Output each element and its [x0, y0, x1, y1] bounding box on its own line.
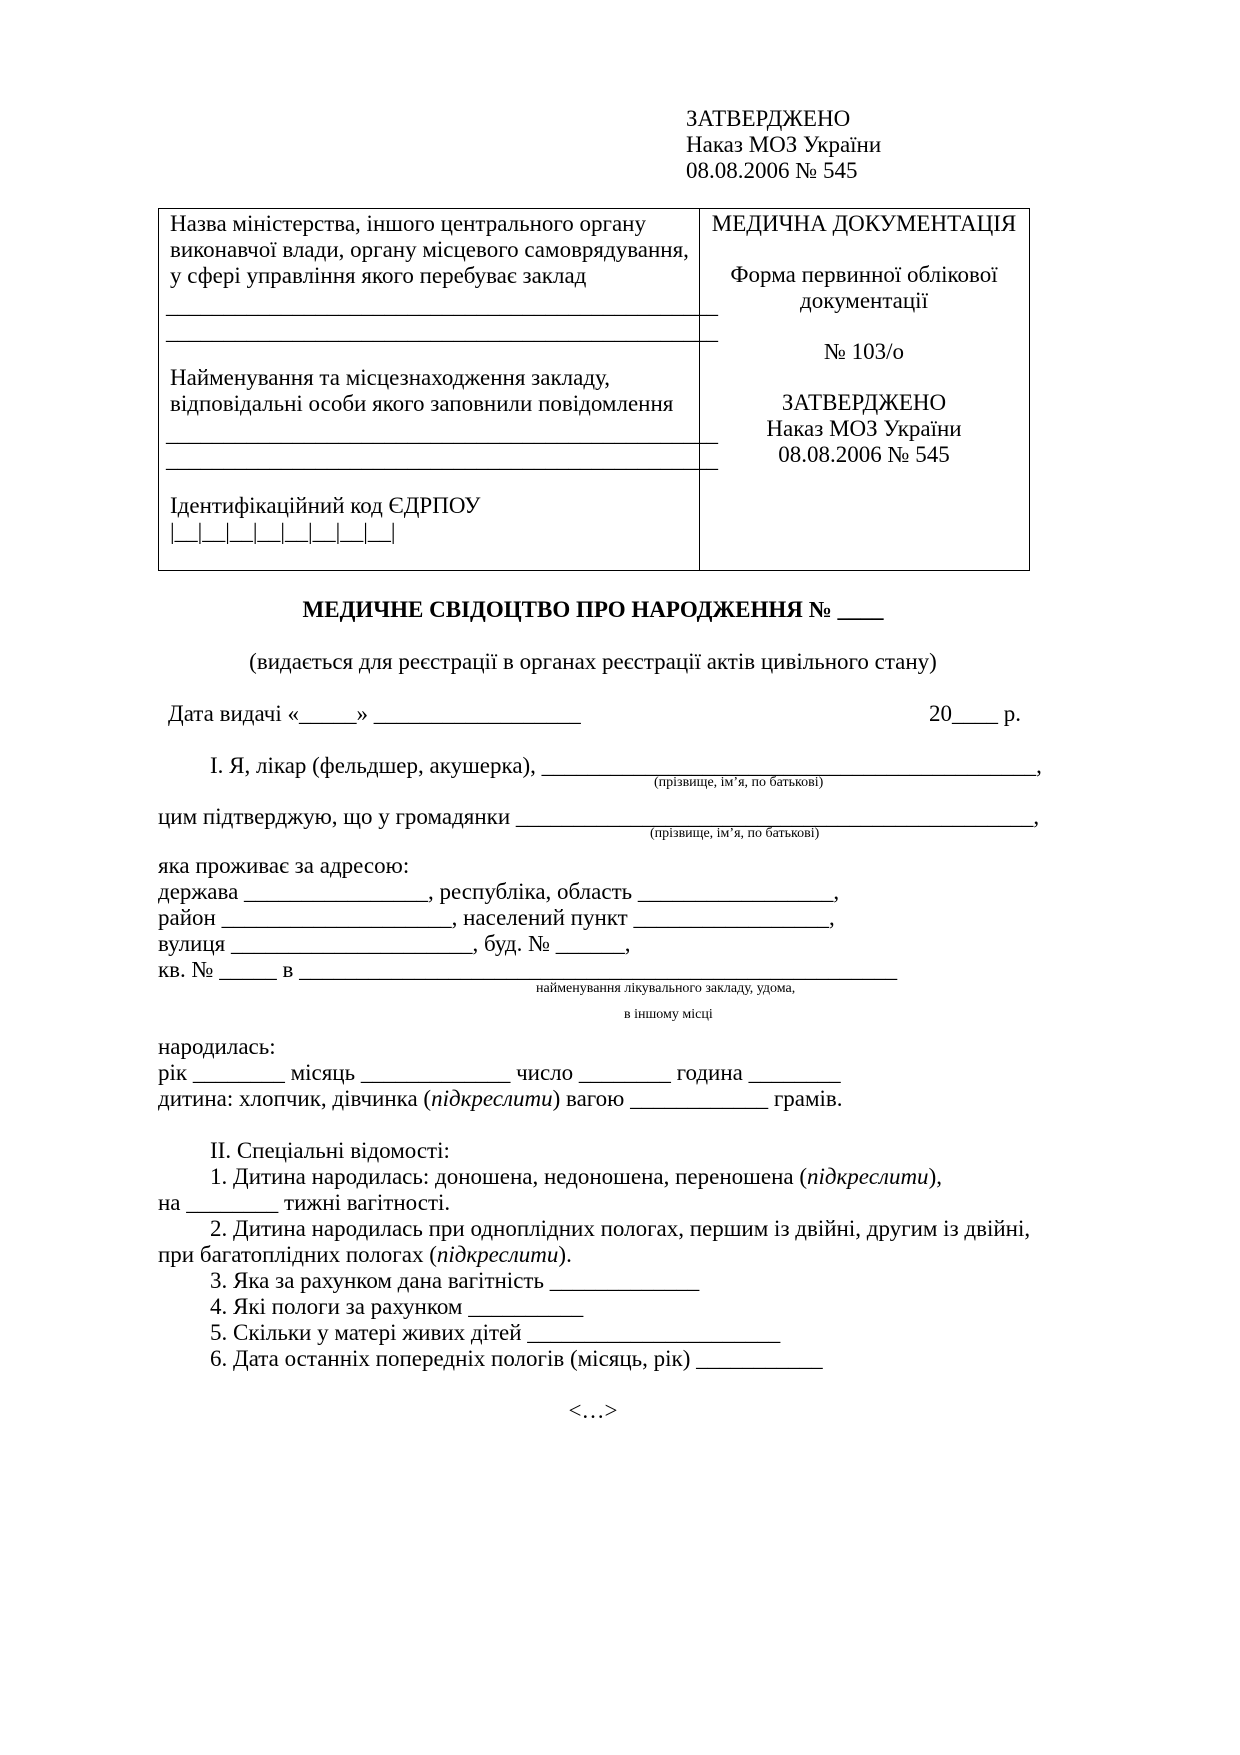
ministry-label-line3: у сфері управління якого перебуває заклад — [170, 263, 587, 288]
ellipsis-marker: <…> — [568, 1398, 618, 1423]
item1-week-field[interactable]: на ________ тижні вагітності. — [158, 1190, 451, 1215]
approval-top-line3: 08.08.2006 № 545 — [686, 158, 858, 183]
edrpou-label: Ідентифікаційний код ЄДРПОУ — [170, 493, 481, 518]
ministry-label-line1: Назва міністерства, іншого центрального органу — [170, 211, 646, 236]
approval-top-line1: ЗАТВЕРДЖЕНО — [686, 106, 851, 131]
item1-term-options[interactable] — [210, 1163, 942, 1191]
institution-label-line2: відповідальні особи якого заповнили повідомлення — [170, 391, 674, 416]
address-label: яка проживає за адресою: — [158, 853, 410, 878]
issue-date-field[interactable]: Дата видачі «_____» __________________ — [168, 701, 581, 726]
address-state-field[interactable]: держава ________________, республіка, область _________________, — [158, 879, 840, 904]
institution-blank-line-2[interactable]: ________________________________________________ — [166, 447, 718, 472]
born-label: народилась: — [158, 1034, 276, 1059]
approved-date: 08.08.2006 № 545 — [778, 442, 950, 467]
document-title: МЕДИЧНЕ СВІДОЦТВО ПРО НАРОДЖЕННЯ № ____ — [302, 597, 884, 622]
place-hint-line2: в іншому місці — [624, 1007, 713, 1022]
item4-delivery-number-field[interactable]: 4. Які пологи за рахунком __________ — [210, 1294, 584, 1319]
approval-top-line2: Наказ МОЗ України — [686, 132, 882, 157]
document-subtitle: (видається для реєстрації в органах реєстрації актів цивільного стану) — [249, 649, 937, 674]
address-district-field[interactable]: район ____________________, населений пункт _________________, — [158, 905, 835, 930]
address-street-field[interactable]: вулиця _____________________, буд. № ______, — [158, 931, 631, 956]
item1-text-end: ), — [928, 1164, 942, 1189]
approved-label: ЗАТВЕРДЖЕНО — [781, 390, 947, 415]
child-underline-instruction: підкреслити — [431, 1086, 553, 1111]
item2-birth-order-options[interactable]: 2. Дитина народилась при одноплідних пологах, першим із двійні, другим із двійні, — [210, 1216, 1031, 1241]
item2-text-end: ). — [558, 1242, 572, 1267]
medical-documentation-title: МЕДИЧНА ДОКУМЕНТАЦІЯ — [711, 211, 1017, 236]
child-sex-weight-line[interactable] — [158, 1085, 843, 1113]
citizen-name-hint: (прізвище, ім’я, по батькові) — [650, 826, 820, 841]
special-info-heading: ІІ. Спеціальні відомості: — [210, 1138, 450, 1163]
item1-underline-instruction: підкреслити — [807, 1164, 929, 1189]
form-label-line1: Форма первинної облікової — [730, 262, 998, 287]
form-number: № 103/о — [823, 339, 905, 364]
birth-datetime-fields[interactable]: рік ________ місяць _____________ число ________ година ________ — [158, 1060, 841, 1085]
form-label-line2: документації — [800, 288, 928, 313]
item1-text: 1. Дитина народилась: доношена, недоношена, переношена ( — [210, 1164, 808, 1189]
citizen-name-field[interactable]: цим підтверджую, що у громадянки _____________________________________________, — [158, 804, 1040, 829]
ministry-blank-line-1[interactable]: ________________________________________________ — [166, 293, 718, 318]
ministry-blank-line-2[interactable]: ________________________________________________ — [166, 319, 718, 344]
address-apartment-field[interactable]: кв. № _____ в ____________________________________________________ — [158, 957, 898, 982]
doctor-name-hint: (прізвище, ім’я, по батькові) — [654, 775, 824, 790]
place-hint-line1: найменування лікувального закладу, удома, — [536, 981, 796, 996]
item6-last-delivery-date-field[interactable]: 6. Дата останніх попередніх пологів (місяць, рік) ___________ — [210, 1346, 823, 1371]
doctor-name-field[interactable]: І. Я, лікар (фельдшер, акушерка), ___________________________________________, — [210, 753, 1042, 778]
item2-text: при багатоплідних пологах ( — [158, 1242, 437, 1267]
issue-year-field[interactable]: 20____ р. — [929, 701, 1021, 726]
item3-pregnancy-number-field[interactable]: 3. Яка за рахунком дана вагітність _____________ — [210, 1268, 700, 1293]
edrpou-cells[interactable]: |__|__|__|__|__|__|__|__| — [170, 519, 396, 544]
item5-living-children-field[interactable]: 5. Скільки у матері живих дітей ______________________ — [210, 1320, 781, 1345]
item2-multiple-birth-line[interactable] — [158, 1241, 572, 1269]
child-sex-prefix: дитина: хлопчик, дівчинка ( — [158, 1086, 432, 1111]
child-weight-suffix: ) вагою ____________ грамів. — [552, 1086, 843, 1111]
approved-order: Наказ МОЗ України — [766, 416, 962, 441]
item2-underline-instruction: підкреслити — [436, 1242, 559, 1267]
ministry-label-line2: виконавчої влади, органу місцевого самоврядування, — [170, 237, 689, 262]
institution-label-line1: Найменування та місцезнаходження закладу, — [170, 365, 610, 390]
institution-blank-line-1[interactable]: ________________________________________________ — [166, 421, 718, 446]
